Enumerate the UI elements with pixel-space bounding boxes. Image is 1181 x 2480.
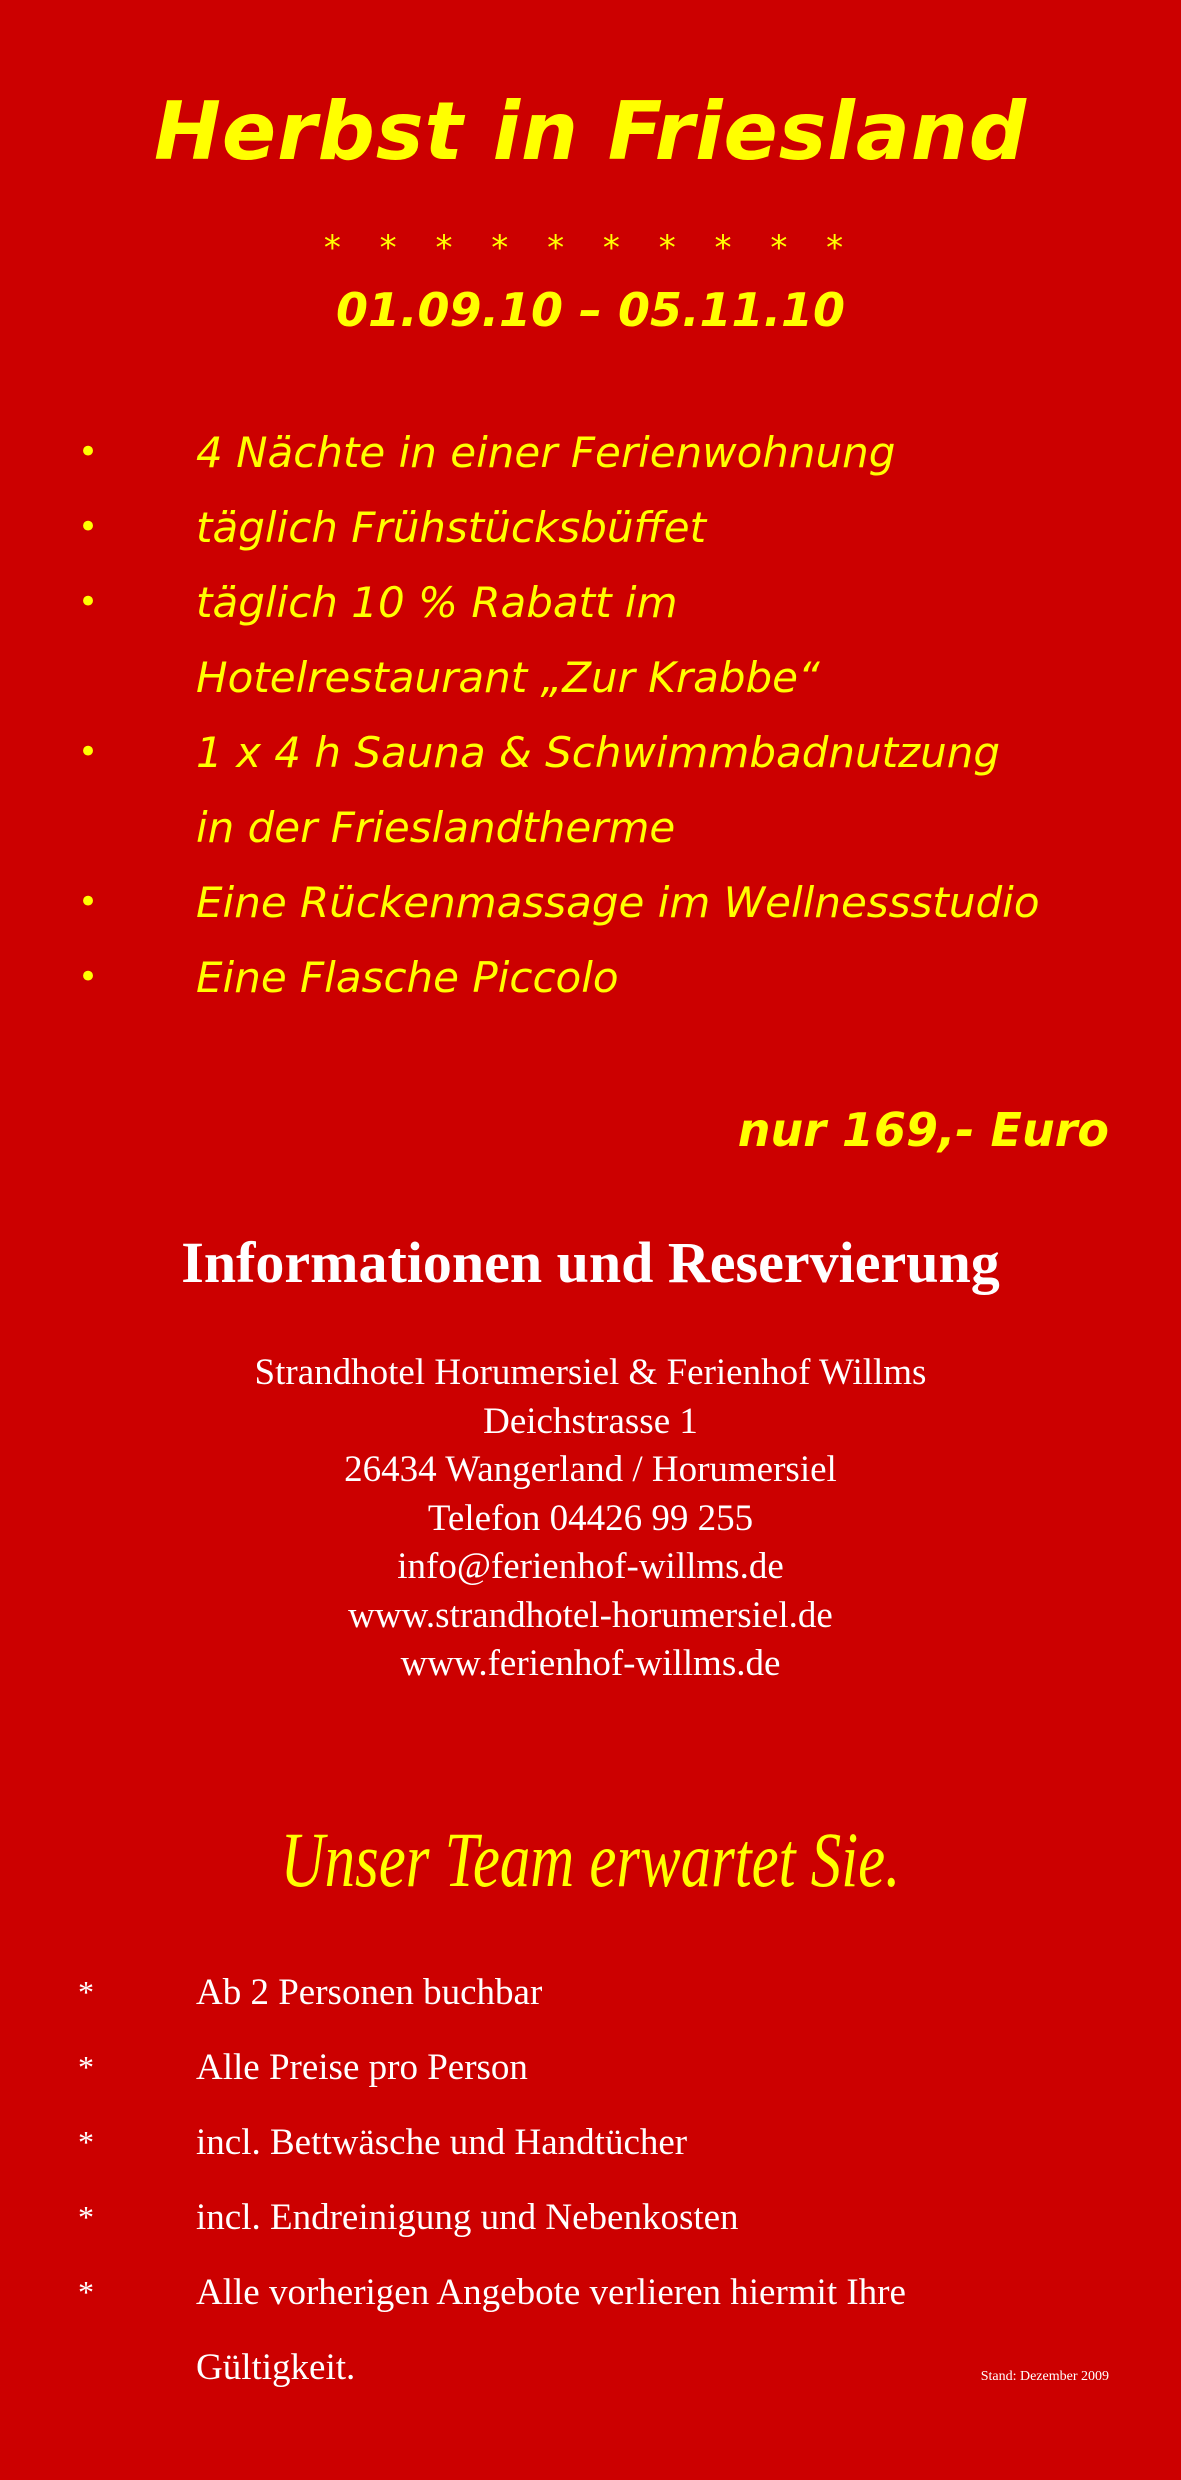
notes-list (0, 1955, 1181, 2405)
postal-city: 26434 Wangerland / Horumersiel (344, 1449, 837, 1490)
bullet-icon: • (78, 957, 99, 997)
note-text: Alle vorherigen Angebote verlieren hiermit Ihre Gültigkeit. (196, 2272, 906, 2388)
offer-item-text: täglich Frühstücksbüffet (196, 503, 707, 552)
offer-item (0, 715, 1181, 865)
phone-number: Telefon 04426 99 255 (427, 1497, 754, 1539)
bullet-icon: • (78, 732, 99, 772)
note-item (0, 2030, 1181, 2105)
offer-item-text-continued: in der Frieslandtherme (196, 803, 676, 852)
asterisk-icon: * (78, 2124, 94, 2160)
team-slogan: Unser Team erwartet Sie. (280, 1816, 901, 1903)
price-label: nur 169,- Euro (737, 1103, 1109, 1157)
page-title: Herbst in Friesland (153, 85, 1028, 178)
bullet-icon: • (78, 882, 99, 922)
note-text: incl. Endreinigung und Nebenkosten (196, 2197, 739, 2238)
email-address: info@ferienhof-willms.de (397, 1546, 784, 1587)
asterisk-icon: * (78, 2199, 94, 2235)
note-item (0, 1955, 1181, 2030)
offer-item (0, 940, 1181, 1015)
offer-item (0, 490, 1181, 565)
bullet-icon: • (78, 582, 99, 622)
asterisk-icon: * (78, 1974, 94, 2010)
note-text: Ab 2 Personen buchbar (196, 1972, 543, 2013)
offer-item-text: 1 x 4 h Sauna & Schwimmbadnutzung (196, 728, 1001, 777)
offer-item (0, 865, 1181, 940)
offer-item-text: 4 Nächte in einer Ferienwohnung (196, 428, 896, 477)
date-range: 01.09.10 – 05.11.10 (335, 283, 845, 337)
star-divider: * * * * * * * * * * (323, 228, 858, 268)
info-heading: Informationen und Reservierung (181, 1230, 1000, 1295)
offer-item-text: Eine Flasche Piccolo (196, 953, 619, 1002)
bullet-icon: • (78, 432, 99, 472)
offer-list (0, 415, 1181, 1015)
offer-item-text: Eine Rückenmassage im Wellnessstudio (196, 878, 1040, 927)
offer-item (0, 415, 1181, 490)
note-item (0, 2105, 1181, 2180)
street-address: Deichstrasse 1 (483, 1400, 698, 1442)
note-item (0, 2180, 1181, 2255)
offer-item-text: täglich 10 % Rabatt im (196, 578, 678, 627)
stand-date: Stand: Dezember 2009 (980, 2369, 1109, 2384)
bullet-icon: • (78, 507, 99, 547)
hotel-name: Strandhotel Horumersiel & Ferienhof Willms (254, 1352, 927, 1393)
offer-item (0, 565, 1181, 715)
website-ferienhof: www.ferienhof-willms.de (400, 1643, 781, 1684)
website-strandhotel: www.strandhotel-horumersiel.de (348, 1594, 833, 1636)
asterisk-icon: * (78, 2049, 94, 2085)
address-block (0, 1349, 1181, 1689)
note-text: Alle Preise pro Person (196, 2047, 528, 2088)
asterisk-icon: * (78, 2274, 94, 2310)
offer-item-text-continued: Hotelrestaurant „Zur Krabbe“ (196, 653, 820, 702)
note-text: incl. Bettwäsche und Handtücher (196, 2122, 688, 2163)
